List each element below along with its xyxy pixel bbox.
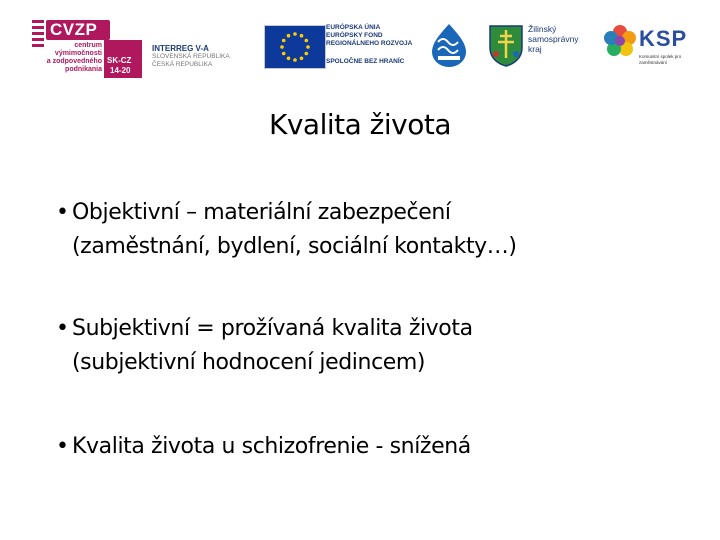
bullet-dot-icon: • [56, 200, 69, 225]
bullet-text: Objektivní – materiální zabezpečení [72, 200, 451, 225]
interreg-line: SLOVENSKÁ REPUBLIKA [152, 53, 230, 60]
bullet-text: Subjektivní = prožívaná kvalita života [72, 316, 473, 341]
zilina-coat-of-arms-icon [486, 24, 526, 68]
eu-fund-text [326, 24, 418, 70]
ksp-logo [603, 24, 713, 76]
bullet-item [56, 196, 517, 264]
logo-bar [0, 0, 720, 90]
ksp-flower-icon [603, 24, 637, 58]
eu-line: EURÓPSKY FOND [326, 32, 383, 39]
badge-line: 14-20 [110, 66, 131, 75]
badge-line: SK-CZ [107, 56, 132, 65]
interreg-name: INTERREG V-A [152, 44, 209, 53]
ksp-subtitle: Komunitní spolek pro zaměstnávání [639, 54, 682, 65]
cvzp-name: CVZP [50, 20, 98, 39]
zilina-region-text [528, 24, 598, 70]
cvzp-subtitle-line: centrum [74, 42, 102, 49]
bullet-item [56, 430, 471, 464]
eu-slogan: SPOLOČNE BEZ HRANÍC [326, 58, 405, 65]
zilina-line: kraj [528, 44, 542, 54]
bullet-text-continuation: (subjektivní hodnocení jedincem) [72, 350, 426, 375]
slide-title: Kvalita života [269, 108, 451, 141]
cvzp-subtitle-line: a zodpovedného [46, 58, 102, 65]
bullet-text-continuation: (zaměstnání, bydlení, sociální kontakty…) [72, 234, 517, 259]
eu-line: EURÓPSKA ÚNIA [326, 24, 381, 31]
interreg-logo [152, 44, 252, 70]
zilina-line: samosprávny [528, 34, 579, 44]
interreg-line: ČESKÁ REPUBLIKA [152, 61, 213, 68]
sk-cz-badge [104, 40, 142, 78]
zilina-line: Žilinský [528, 24, 557, 34]
cvzp-logo [32, 18, 144, 80]
bullet-dot-icon: • [56, 434, 69, 459]
drop-logo-icon [430, 22, 468, 68]
cvzp-subtitle [44, 42, 102, 74]
ksp-name: KSP [639, 26, 688, 51]
eu-line: REGIONÁLNEHO ROZVOJA [326, 40, 413, 47]
cvzp-subtitle-line: podnikania [65, 66, 102, 73]
bullet-text: Kvalita života u schizofrenie - snížená [72, 434, 471, 459]
bullet-item [56, 312, 473, 380]
cvzp-stripes-icon [32, 20, 44, 52]
eu-flag-icon [264, 25, 326, 69]
bullet-dot-icon: • [56, 316, 69, 341]
cvzp-subtitle-line: výmimočnosti [54, 50, 102, 57]
